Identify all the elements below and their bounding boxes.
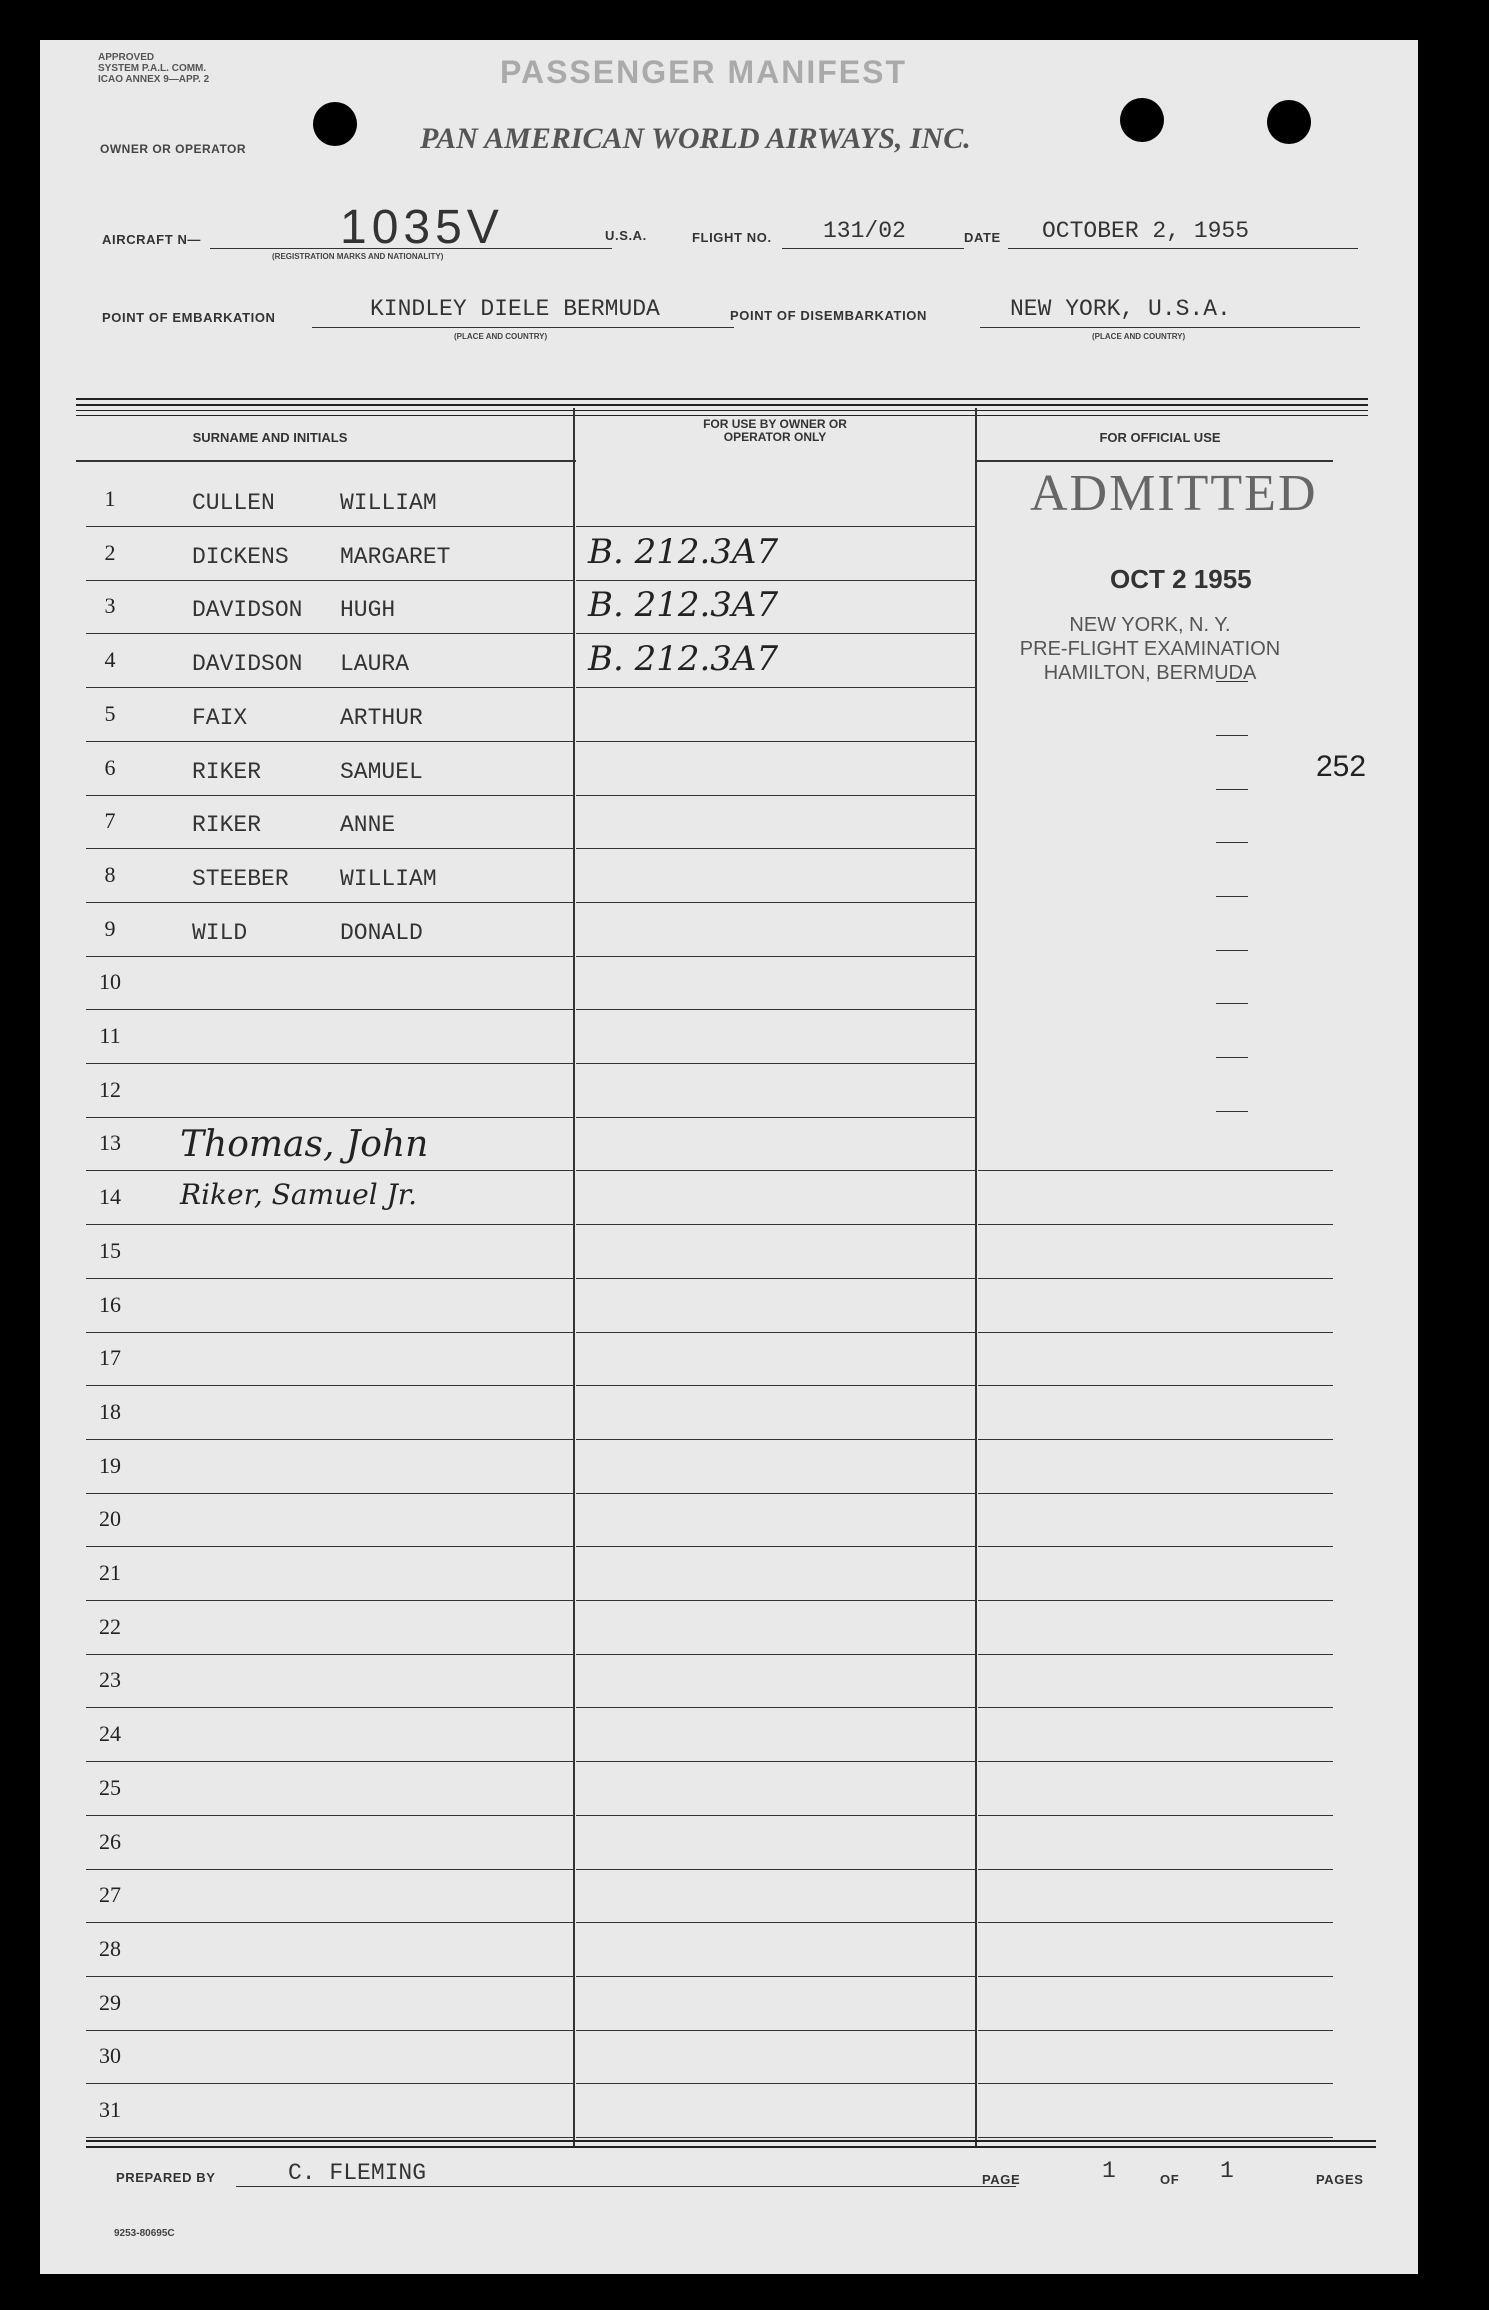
passenger-surname: DAVIDSON: [192, 651, 303, 678]
row-rule: [576, 1063, 976, 1064]
row-rule: [576, 1493, 976, 1494]
row-rule: [86, 1600, 574, 1601]
passenger-surname: FAIX: [192, 704, 248, 731]
row-number: 18: [99, 1398, 121, 1424]
row-rule: [576, 1278, 976, 1279]
row-rule: [576, 580, 976, 581]
row-rule: [576, 1117, 976, 1118]
approval-line: ICAO ANNEX 9—APP. 2: [98, 74, 210, 85]
row-rule: [86, 1493, 574, 1494]
row-rule: [86, 633, 574, 634]
row-rule: [86, 1976, 574, 1977]
row-rule: [86, 1869, 574, 1870]
row-rule: [86, 1815, 574, 1816]
official-dash: [1216, 1003, 1248, 1004]
row-number: 29: [99, 1989, 121, 2015]
row-rule: [576, 1761, 976, 1762]
row-rule: [978, 1385, 1333, 1386]
row-rule: [978, 1707, 1333, 1708]
stamp-line: NEW YORK, N. Y.: [1069, 614, 1231, 636]
row-rule: [86, 1170, 574, 1171]
official-dash: [1216, 842, 1248, 843]
punch-hole: [1267, 100, 1311, 144]
row-rule: [86, 1922, 574, 1923]
row-rule: [576, 1385, 976, 1386]
row-number: 30: [99, 2043, 121, 2069]
row-rule: [576, 1009, 976, 1010]
row-rule: [86, 1654, 574, 1655]
row-rule: [576, 2083, 976, 2084]
row-number: 12: [99, 1076, 121, 1102]
passenger-given-name: MARGARET: [340, 543, 451, 570]
row-rule: [86, 687, 574, 688]
disembark-sub: (PLACE AND COUNTRY): [1092, 332, 1186, 341]
embark-underline: [312, 327, 734, 328]
disembark-underline: [980, 327, 1360, 328]
passenger-given-name: HUGH: [340, 597, 396, 624]
header-rule: [76, 460, 576, 462]
row-rule: [576, 687, 976, 688]
row-rule: [576, 1546, 976, 1547]
row-rule: [86, 580, 574, 581]
row-rule: [86, 2083, 574, 2084]
row-rule: [978, 1600, 1333, 1601]
row-number: 17: [99, 1345, 121, 1371]
passenger-surname: RIKER: [192, 758, 262, 785]
punch-hole: [313, 102, 357, 146]
official-dash: [1216, 1111, 1248, 1112]
row-number: 25: [99, 1774, 121, 1800]
flight-label: FLIGHT NO.: [692, 230, 772, 245]
row-number: 8: [104, 861, 116, 887]
row-rule: [576, 1815, 976, 1816]
official-dash: [1216, 950, 1248, 951]
row-rule: [978, 1761, 1333, 1762]
disembark-label: POINT OF DISEMBARKATION: [730, 308, 927, 323]
official-dash: [1216, 735, 1248, 736]
passenger-surname: Thomas, John: [180, 1124, 429, 1166]
row-rule: [576, 956, 976, 957]
row-number: 4: [104, 647, 116, 673]
form-number: 9253-80695C: [114, 2228, 175, 2239]
row-rule: [576, 633, 976, 634]
row-number: 31: [99, 2097, 121, 2122]
row-rule: [576, 1922, 976, 1923]
row-rule: [978, 2083, 1333, 2084]
row-rule: [576, 1332, 976, 1333]
passenger-given-name: DONALD: [340, 919, 423, 946]
row-rule: [86, 2030, 574, 2031]
passenger-surname: DAVIDSON: [192, 597, 303, 624]
row-number: 16: [99, 1291, 121, 1317]
aircraft-label: AIRCRAFT N—: [102, 232, 202, 247]
passenger-surname: WILD: [192, 919, 248, 946]
row-rule: [576, 2030, 976, 2031]
passenger-given-name: WILLIAM: [340, 865, 437, 892]
row-rule: [576, 1654, 976, 1655]
owner-code: B. 212.3A7: [588, 585, 779, 626]
row-rule: [576, 1170, 976, 1171]
row-number: 9: [104, 915, 116, 941]
row-number: 11: [99, 1023, 121, 1048]
row-rule: [978, 1976, 1333, 1977]
date-underline: [1008, 248, 1358, 249]
col-header-official: FOR OFFICIAL USE: [1099, 430, 1221, 445]
row-number: 26: [99, 1828, 121, 1854]
aircraft-value: 1035V: [340, 201, 504, 254]
row-number: 15: [99, 1237, 121, 1263]
row-rule: [978, 1332, 1333, 1333]
of-value: 1: [1220, 2158, 1234, 2184]
row-number: 5: [104, 700, 116, 726]
row-rule: [576, 1600, 976, 1601]
row-rule: [978, 1278, 1333, 1279]
row-rule: [978, 1922, 1333, 1923]
row-rule: [576, 848, 976, 849]
row-rule: [978, 1815, 1333, 1816]
embark-sub: (PLACE AND COUNTRY): [454, 332, 548, 341]
row-rule: [978, 1654, 1333, 1655]
row-rule: [576, 526, 976, 527]
approval-line: APPROVED: [98, 52, 155, 63]
stamp-line: HAMILTON, BERMUDA: [1043, 662, 1257, 684]
flight-underline: [782, 248, 964, 249]
row-number: 24: [99, 1721, 121, 1747]
row-number: 22: [99, 1613, 121, 1639]
admitted-stamp: ADMITTED: [1030, 465, 1318, 522]
row-number: 23: [99, 1667, 121, 1693]
passenger-given-name: ARTHUR: [340, 704, 423, 731]
disembark-value: NEW YORK, U.S.A.: [1010, 296, 1231, 322]
airline-name: PAN AMERICAN WORLD AIRWAYS, INC.: [420, 122, 971, 155]
owner-label: OWNER OR OPERATOR: [100, 142, 247, 156]
flight-value: 131/02: [823, 218, 906, 244]
row-number: 1: [104, 486, 116, 511]
row-number: 19: [99, 1452, 121, 1478]
form-title: PASSENGER MANIFEST: [500, 54, 907, 90]
passenger-given-name: SAMUEL: [340, 758, 423, 785]
row-rule: [978, 1170, 1333, 1171]
usa-label: U.S.A.: [605, 228, 647, 243]
row-rule: [86, 1278, 574, 1279]
row-rule: [978, 1439, 1333, 1440]
approval-block: [98, 52, 209, 85]
row-rule: [978, 2030, 1333, 2031]
row-rule: [576, 795, 976, 796]
approval-line: SYSTEM P.A.L. COMM.: [98, 63, 207, 74]
row-rule: [86, 1117, 574, 1118]
passenger-given-name: ANNE: [340, 812, 396, 839]
row-number: 2: [104, 539, 116, 565]
row-rule: [86, 741, 574, 742]
row-rule: [86, 1439, 574, 1440]
embark-value: KINDLEY DIELE BERMUDA: [370, 296, 660, 322]
row-number: 27: [99, 1882, 121, 1908]
of-label: OF: [1160, 2172, 1180, 2187]
row-number: 28: [99, 1935, 121, 1961]
punch-hole: [1120, 98, 1164, 142]
row-rule: [978, 1224, 1333, 1225]
pages-label: PAGES: [1316, 2172, 1364, 2187]
page-label: PAGE: [982, 2172, 1021, 2187]
row-rule: [86, 1761, 574, 1762]
official-dash: [1216, 1057, 1248, 1058]
row-number: 13: [99, 1130, 121, 1156]
page-value: 1: [1102, 2158, 1116, 2184]
row-rule: [576, 902, 976, 903]
passenger-surname: RIKER: [192, 812, 262, 839]
row-rule: [978, 1493, 1333, 1494]
row-rule: [576, 1707, 976, 1708]
row-rule: [86, 1385, 574, 1386]
date-label: DATE: [964, 230, 1001, 245]
row-rule: [86, 1546, 574, 1547]
passenger-given-name: WILLIAM: [340, 490, 437, 516]
col-header-names: SURNAME AND INITIALS: [192, 430, 348, 445]
row-rule: [86, 1063, 574, 1064]
passenger-given-name: LAURA: [340, 651, 410, 678]
row-rule: [86, 1224, 574, 1225]
row-rule: [86, 1332, 574, 1333]
passenger-surname: DICKENS: [192, 543, 289, 570]
col-header-owner: FOR USE BY OWNER OR OPERATOR ONLY: [703, 417, 847, 444]
passenger-surname: STEEBER: [192, 865, 289, 892]
prepared-label: PREPARED BY: [116, 2170, 216, 2185]
row-rule: [86, 902, 574, 903]
row-number: 20: [99, 1506, 121, 1532]
row-rule: [576, 1869, 976, 1870]
owner-code: B. 212.3A7: [588, 531, 779, 572]
row-rule: [86, 526, 574, 527]
aircraft-sub: (REGISTRATION MARKS AND NATIONALITY): [272, 252, 444, 261]
row-rule: [576, 741, 976, 742]
row-rule: [86, 848, 574, 849]
manifest-page: [40, 40, 1418, 2274]
passenger-surname: CULLEN: [192, 490, 275, 516]
prepared-underline: [236, 2186, 1016, 2187]
row-number: 14: [99, 1184, 121, 1210]
row-number: 10: [99, 969, 121, 995]
row-number: 7: [104, 808, 116, 834]
table-bottom-rule: [86, 2140, 1376, 2148]
row-rule: [576, 1439, 976, 1440]
row-rule: [978, 2137, 1333, 2138]
prepared-value: C. FLEMING: [288, 2160, 427, 2186]
date-value: OCTOBER 2, 1955: [1042, 218, 1250, 244]
row-rule: [978, 1546, 1333, 1547]
row-number: 21: [99, 1560, 121, 1585]
passenger-surname: Riker, Samuel Jr.: [180, 1178, 418, 1212]
stamp-line: PRE-FLIGHT EXAMINATION: [1019, 638, 1281, 660]
row-rule: [576, 2137, 976, 2138]
header-rule: [975, 460, 1333, 462]
official-dash: [1216, 789, 1248, 790]
table-top-rule: [76, 410, 1368, 416]
official-dash: [1216, 896, 1248, 897]
stamp-date: OCT 2 1955: [1110, 564, 1252, 594]
row-number: 6: [104, 754, 116, 780]
row-rule: [86, 1009, 574, 1010]
row-rule: [86, 956, 574, 957]
official-count: 252: [1316, 750, 1367, 783]
table-top-rule: [76, 398, 1368, 406]
owner-code: B. 212.3A7: [588, 639, 779, 680]
row-rule: [86, 1707, 574, 1708]
row-rule: [576, 1976, 976, 1977]
row-rule: [978, 1869, 1333, 1870]
embark-label: POINT OF EMBARKATION: [102, 310, 276, 325]
row-rule: [576, 1224, 976, 1225]
row-number: 3: [104, 593, 116, 619]
row-rule: [86, 2137, 574, 2138]
row-rule: [86, 795, 574, 796]
